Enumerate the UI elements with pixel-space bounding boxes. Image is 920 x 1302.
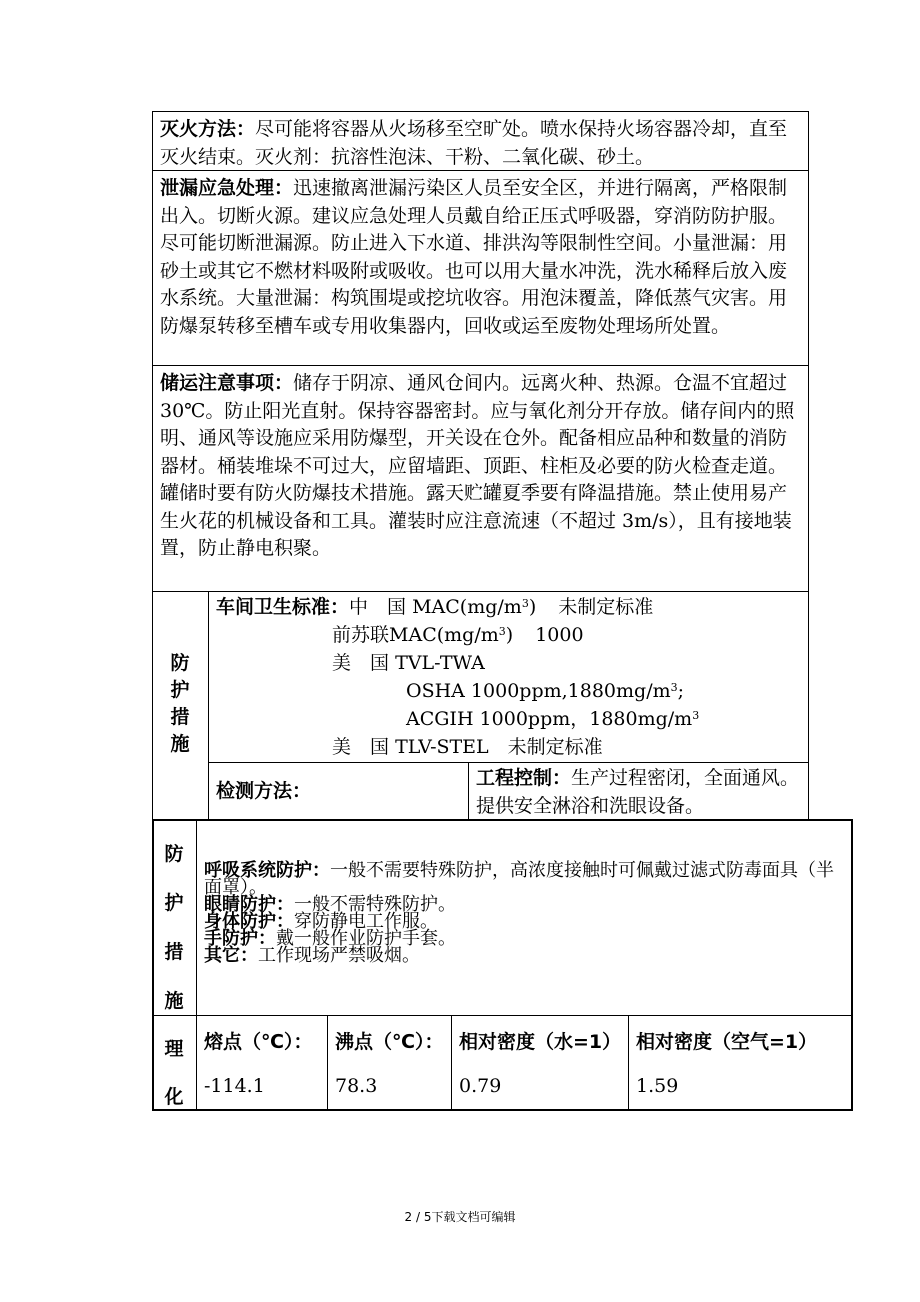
side-char: 护 [170,679,190,701]
melting-point-value: -114.1 [204,1075,265,1097]
country: 前苏联 [332,624,390,646]
superscript: 3 [692,709,700,722]
country: 美 国 [332,652,390,674]
leak-label: 泄漏应急处理： [160,177,294,199]
fire-text: 尽可能将容器从火场移至空旷处。喷水保持火场容器冷却，直至灭火结束。灭火剂：抗溶性泡沫、干粉、二氧化碳、砂土。 [160,118,788,168]
density-water-value: 0.79 [459,1075,502,1097]
side-char: 施 [170,733,190,755]
density-air-value: 1.59 [636,1075,679,1097]
fire-section [160,116,805,171]
physchem-side-label [152,1025,196,1121]
side-char: 防 [164,843,184,865]
protection2-side-label [152,830,196,1026]
unit: MAC(mg/m [389,624,499,646]
eng-text: 生产过程密闭，全面通风。提供安全淋浴和洗眼设备。 [476,767,800,817]
eng-label: 工程控制： [476,767,572,789]
melting-point-header: 熔点（℃）： [204,1031,313,1053]
std-line-4 [406,678,806,706]
value: TVL-TWA [395,652,485,674]
std-label: 车间卫生标准： [216,596,350,618]
divider [152,591,809,592]
superscript: 3 [670,681,678,694]
eye-label: 眼睛防护： [204,894,294,915]
engineering-control [476,765,806,820]
resp-row [204,862,846,896]
superscript: 3 [521,597,529,610]
protection1-side-label [152,650,208,758]
leak-text: 迅速撤离泄漏污染区人员至安全区，并进行隔离，严格限制出入。切断火源。建议应急处理人员戴自给正压式呼吸器，穿消防防护服。尽可能切断泄漏源。防止进入下水道、排洪沟等限制性空间。小量泄漏：用砂土或其它不燃材料吸附或吸收。也可以用大量水冲洗，洗水稀释后放入废水系统。大量泄漏：构筑围堤或挖坑收容。用泡沫覆盖，降低蒸气灾害。用防爆泵转移至槽车或专用收集器内，回收或运至废物处理场所处置。 [160,177,788,337]
divider [208,591,209,821]
side-char: 措 [164,941,184,963]
unit: MAC(mg/m [412,596,522,618]
detect-label: 检测方法： [216,780,312,802]
std-line-3 [332,650,802,678]
side-char: 措 [170,706,190,728]
value: TLV-STEL 未制定标准 [395,736,603,758]
divider [468,762,469,821]
resp-text: 一般不需要特殊防护，高浓度接触时可佩戴过滤式防毒面具（半面罩）。 [204,860,834,898]
leak-section [160,175,805,340]
divider [152,365,809,366]
std-line-6 [332,734,802,762]
density-air-header: 相对密度（空气=1） [636,1031,818,1053]
value: 1000 [535,624,584,646]
fire-label: 灭火方法： [160,118,256,140]
boiling-point-header: 沸点（℃）： [335,1031,444,1053]
superscript: 3 [498,625,506,638]
boiling-point-value: 78.3 [335,1075,378,1097]
std-line-2 [332,622,802,650]
value: OSHA 1000ppm,1880mg/m [406,680,671,702]
divider [208,762,809,763]
ppe-block [204,862,846,964]
value: ACGIH 1000ppm，1880mg/m [406,708,693,730]
hand-text: 戴一般作业防护手套。 [276,928,456,949]
page-footer: 2 / 5下载文档可编辑 [404,1210,516,1224]
unit-close: ) [505,624,514,646]
storage-section [160,370,805,563]
side-char: 理 [164,1038,184,1060]
body-label: 身体防护： [204,911,294,932]
other-label: 其它： [204,945,258,966]
storage-text: 储存于阴凉、通风仓间内。远离火种、热源。仓温不宜超过 30℃。防止阳光直射。保持容器密封。应与氧化剂分开存放。储存间内的照明、通风等设施应采用防爆型，开关设在仓外。配备相应品种和数量的消防器材。桶装堆垛不可过大，应留墙距、顶距、柱柜及必要的防火检查走道。罐储时要有防火防爆技术措施。露天贮罐夏季要有降温措施。禁止使用易产生火花的机械设备和工具。灌装时应注意流速（不超过 3m/s），且有接地装置，防止静电积聚。 [160,372,795,559]
other-row [204,947,846,964]
side-char: 施 [164,990,184,1012]
hand-label: 手防护： [204,928,276,949]
country: 美 国 [332,736,390,758]
body-text: 穿防静电工作服。 [294,911,438,932]
unit-close: ) [528,596,537,618]
other-text: 工作现场严禁吸烟。 [258,945,420,966]
std-line-5 [406,706,806,734]
country: 中 国 [349,596,407,618]
resp-label: 呼吸系统防护： [204,860,330,881]
density-water-header: 相对密度（水=1） [459,1031,622,1053]
value: 未制定标准 [558,596,654,618]
divider [152,1015,853,1016]
side-char: 化 [164,1086,184,1108]
side-char: 护 [164,892,184,914]
side-char: 防 [170,652,190,674]
storage-label: 储运注意事项： [160,372,294,394]
eye-text: 一般不需特殊防护。 [294,894,456,915]
divider [196,819,197,1111]
std-line-1 [216,594,806,622]
tail: ; [677,680,685,702]
